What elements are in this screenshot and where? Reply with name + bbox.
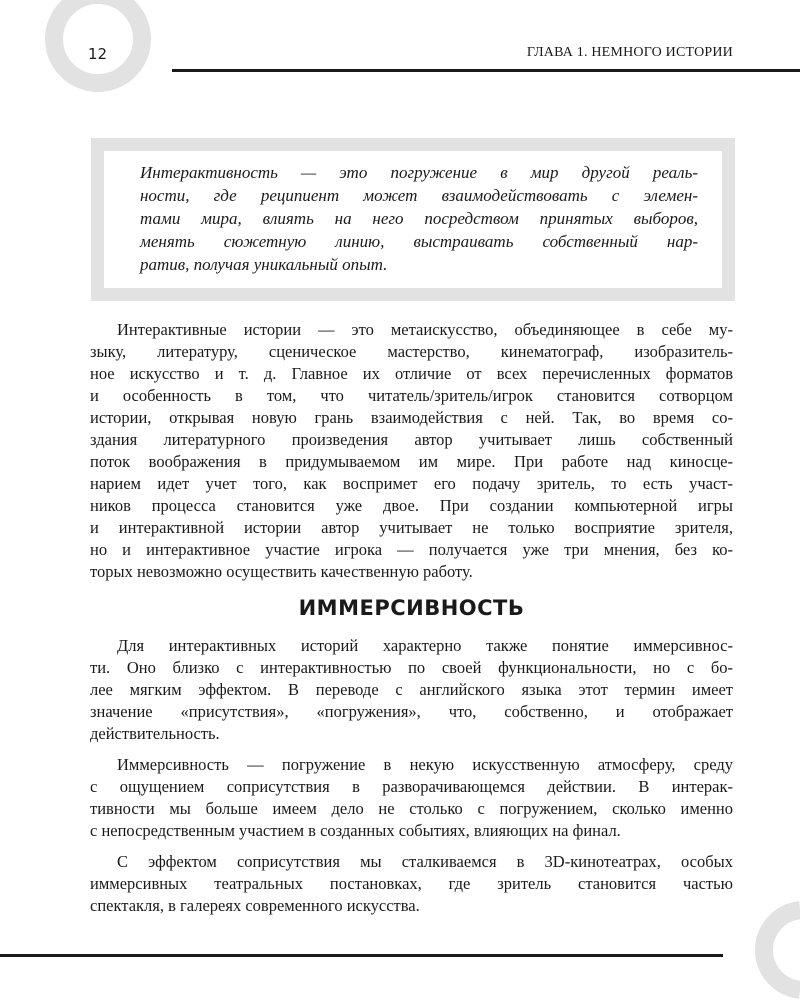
text-line: спектакля, в галереях современного искусства. (90, 896, 420, 915)
text-line: истории, открывая новую грань взаимодействия с ней. Так, во время со- (90, 408, 733, 427)
paragraph-immersivity-intro (90, 635, 733, 745)
text-line: Для интерактивных историй характерно также понятие иммерсивнос- (117, 636, 733, 655)
paragraph-copresence-examples (90, 851, 733, 917)
text-line: ников процесса становится уже двое. При создании компьютерной игры (90, 496, 733, 515)
text-line: торых невозможно осуществить качественную работу. (90, 562, 473, 581)
text-line: лее мягким эффектом. В переводе с английского языка этот термин имеет (90, 680, 733, 699)
text-line: тами мира, влиять на него посредством принятых выборов, (140, 209, 698, 228)
text-line: действительность. (90, 724, 220, 743)
paragraph-immersivity-definition (90, 754, 733, 842)
text-line: ности, где реципиент может взаимодействовать с элемен- (140, 186, 698, 205)
text-line: поток воображения в придумываемом им мире. При работе над киносце- (90, 452, 733, 471)
text-line: с непосредственным участием в созданных событиях, влияющих на финал. (90, 821, 621, 840)
text-line: ное искусство и т. д. Главное их отличие от всех перечисленных форматов (90, 364, 733, 383)
section-heading: ИММЕРСИВНОСТЬ (298, 596, 525, 620)
text-line: зыку, литературу, сценическое мастерство, кинематограф, изобразитель- (90, 342, 733, 361)
definition-callout-box (91, 138, 735, 301)
text-line: менять сюжетную линию, выстраивать собственный нар- (140, 232, 698, 251)
text-line: Иммерсивность — погружение в некую искусственную атмосферу, среду (117, 755, 733, 774)
text-line: ратив, получая уникальный опыт. (140, 255, 388, 274)
text-line: ти. Оно близко с интерактивностью по своей функциональности, но с бо- (90, 658, 733, 677)
footer-ring-arc (764, 910, 800, 990)
running-chapter-title: ГЛАВА 1. НЕМНОГО ИСТОРИИ (526, 45, 733, 60)
text-line: Интерактивность — это погружение в мир другой реаль- (140, 163, 698, 182)
text-line: иммерсивных театральных постановках, где зритель становится частью (90, 874, 733, 893)
main-text-column (90, 319, 733, 917)
text-line: С эффектом соприсутствия мы сталкиваемся в 3D-кинотеатрах, особых (117, 852, 733, 871)
text-line: тивности мы больше имеем дело не столько с погружением, сколько именно (90, 799, 733, 818)
text-line: нарием идет учет того, как воспримет его подачу зритель, то есть участ- (90, 474, 733, 493)
page-number: 12 (88, 45, 108, 63)
text-line: значение «присутствия», «погружения», что, собственно, и отображает (90, 702, 733, 721)
text-line: и интерактивной истории автор учитывает не только восприятие зрителя, (90, 518, 733, 537)
text-line: и особенность в том, что читатель/зритель/игрок становится сотворцом (90, 386, 733, 405)
footer-ring-decoration (740, 890, 800, 1000)
footer-rule (0, 954, 723, 957)
definition-callout-text (140, 161, 698, 276)
header-rule (172, 69, 800, 72)
text-line: здания литературного произведения автор учитывает лишь собственный (90, 430, 733, 449)
paragraph-interactive-stories (90, 319, 733, 583)
text-line: но и интерактивное участие игрока — получается уже три мнения, без ко- (90, 540, 733, 559)
text-line: Интерактивные истории — это метаискусство, объединяющее в себе му- (117, 320, 733, 339)
text-line: с ощущением соприсутствия в разворачивающемся действии. В интерак- (90, 777, 733, 796)
